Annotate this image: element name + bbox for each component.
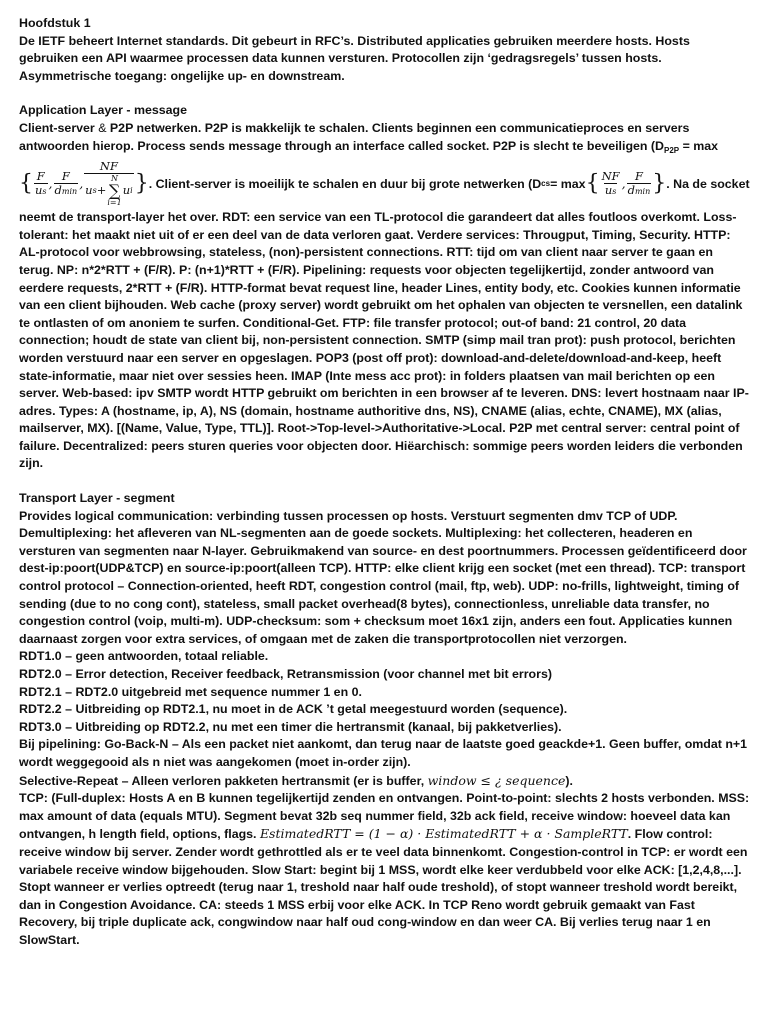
comma: , (621, 175, 626, 191)
go-back-n-line: Bij pipelining: Go-Back-N – Als een packet niet aankomt, dan terug naar de laatste goed geackde+1. Geen buffer, omdat n+1 wordt weggegooid als n niet was aangekomen (moet in-order zijn). (19, 737, 748, 769)
frac-num: F (61, 168, 70, 183)
comma: , (48, 175, 53, 191)
comma: , (79, 175, 84, 191)
chapter-title: Hoofdstuk 1 (19, 16, 91, 30)
open-brace-2: { (585, 170, 600, 196)
frac-num: NF (99, 159, 118, 174)
rdt22-line: RDT2.2 – Uitbreiding op RDT2.1, nu moet in de ACK ’t getal meegestuurd worden (sequence). (19, 702, 568, 717)
cs-subscript: cs (541, 178, 551, 188)
den-sub: s (42, 186, 47, 196)
den-var: d (627, 182, 635, 197)
sum-term: u (122, 183, 131, 198)
den-var: u (85, 183, 93, 198)
close-brace: } (134, 170, 149, 196)
ampersand: & (94, 120, 110, 135)
application-layer-heading: Application Layer - message (19, 103, 188, 118)
sum-symbol (107, 174, 121, 207)
fraction-f-over-us (34, 170, 48, 198)
max-label: = max (679, 138, 719, 153)
client-server-text: . Client-server is moeilijk te schalen en duur bij grote netwerken (D (148, 176, 542, 191)
section-transport-layer (19, 490, 750, 949)
fraction-f-over-dmin-2 (627, 170, 652, 198)
frac-den (627, 183, 652, 198)
den-var: u (604, 182, 613, 197)
application-paragraph-2: neemt de transport-layer het over. RDT: een service van een TL-protocol die garandeert dat alles foutloos overkomt. Loss-tolerant: het maakt niet uit of er een deel van de data verloren gaat. Verdere services: Througput, Timing, Security. HTTP: AL-protocol voor webbrowsing, stateless, (non)-persistent connections. RTT: tijd om van client naar server te gaan en terug. NP: n*2*RTT + (F/R). P: (n+1)*RTT + (F/R). Pipelining: requests voor objecten tegelijkertijd, zonder antwoord van eerdere requests, 2*RTT + (F/R). HTTP-format bevat request line, header Lines, entity body, etc. Cookies kunnen informatie van een client bijhouden. Web cache (proxy server) wordt gebruikt om het ophalen van objecten te versnellen, een datalink te ontlasten of om anoniem te surfen. Conditional-Get. FTP: file transfer protocol; out-of band: 21 control, 20 data connection; houdt de state van client bij, non-persistent connection. SMTP (simp mail tran prot): push protocol, berichten worden verstuurd naar een server en opgeslagen. POP3 (post off prot): download-and-delete/download-and-keep, heeft state-informatie, maar niet over sessies heen. IMAP (Inte mess acc prot): in folders plaatsen van mail berichten op een server. Web-based: ipv SMTP wordt HTTP gebruikt om berichten in een browser af te leveren. DNS: levert hostnaam naar IP-adres. Types: A (hostname, ip, A), NS (domain, hostname authoritive dns, NS), CNAME (alias, echte, CNAME), MX (alias, mailserver, MX). [(Name, Value, Type, TTL)]. Root->Top-level->Authoritative->Local. P2P met central server: central point of failure. Decentralized: peers sturen queries voor objecten door. Hiëarchisch: sommige peers worden leiders die verbonden zijn. (19, 210, 749, 471)
den-sub: min (634, 186, 651, 196)
section-chapter-1 (19, 15, 750, 85)
frac-num: NF (601, 168, 620, 183)
den-sub: min (61, 186, 78, 196)
den-var: d (54, 182, 62, 197)
chapter-intro-paragraph: De IETF beheert Internet standards. Dit gebeurt in RFC’s. Distributed applicaties gebruiken meerdere hosts. Hosts gebruiken een API waarmee processen data kunnen versturen. Protocollen zijn ‘gedragsregels’ tussen hosts. Asymmetrische toegang: ongelijke up- en downstream. (19, 33, 690, 83)
transport-layer-heading: Transport Layer - segment (19, 491, 175, 506)
sum-bottom: i=1 (107, 198, 122, 208)
frac-den (34, 183, 48, 198)
section-application-layer (19, 102, 750, 473)
frac-den (84, 173, 134, 207)
plus: + (96, 183, 107, 198)
p2p-subscript: P2P (664, 145, 680, 155)
den-sub: s (612, 186, 617, 196)
rdt20-line: RDT2.0 – Error detection, Receiver feedback, Retransmission (voor channel met bit errors) (19, 667, 552, 681)
fraction-f-over-dmin (54, 170, 79, 198)
frac-num: F (634, 168, 643, 183)
distribution-time-equation (19, 160, 750, 207)
window-sequence-formula: window ≤ ¿ sequence (427, 772, 566, 788)
tcp-paragraph (19, 790, 750, 949)
sample-rtt-term: + α · SampleRTT (515, 826, 628, 842)
max-label-2: = max (550, 176, 586, 191)
estimated-rtt-formula: EstimatedRTT = (1 − α) · EstimatedRTT (259, 826, 516, 842)
close-brace-2: } (652, 170, 667, 196)
rdt10-line: RDT1.0 – geen antwoorden, totaal reliable. (19, 649, 269, 664)
tcp-text-2: . Flow control: receive window bij server. Zender wordt gethrottled als er te veel data binnenkomt. Congestion-control in TCP: er wordt een variabele receive window bijgehouden. Slow Start: begint bij 1 MSS, wordt elke keer verdubbeld voor elke ACK: [1,2,4,8,...]. Stopt wanneer er verlies optreedt (terug naar 1, treshold naar half oude treshold), of stopt wanneer treshold wordt bereikt, dan in Congestion Avoidance. CA: steeds 1 MSS erbij voor elke ACK. In TCP Reno wordt gebruik gemaakt van Fast Recovery, bij triple duplicate ack, congwindow naar half oud cong-window en dan weer CA. Bij verlies terug naar 1 en SlowStart. (19, 827, 748, 947)
fraction-nf-over-sum (84, 160, 134, 207)
fraction-nf-over-us (601, 170, 621, 198)
frac-den (604, 183, 618, 198)
sigma: ∑ (108, 181, 121, 201)
frac-num: F (36, 168, 45, 183)
sum-top: N (111, 174, 119, 184)
selective-repeat-end: ). (565, 773, 573, 788)
client-server-term: Client-server (19, 120, 95, 135)
selective-repeat-text: Selective-Repeat – Alleen verloren pakketen hertransmit (er is buffer, (19, 773, 428, 788)
frac-den (54, 183, 79, 198)
tcp-text-1: TCP: (Full-duplex: Hosts A en B kunnen tegelijkertijd zenden en ontvangen. Point-to-point: slechts 2 hosts verbonden. MSS: max amount of data (equals MTU). Segment bevat 32b seq nummer field, 32b ack field, receive window: hoeveel data kan ontvangen, h length field, options, flags. (19, 791, 750, 842)
den-sub: s (92, 186, 97, 196)
selective-repeat-line (19, 772, 750, 791)
transport-paragraph-1: Provides logical communication: verbinding tussen processen op hosts. Verstuurt segmenten dmv TCP of UDP. Demultiplexing: het afleveren van NL-segmenten aan de goede sockets. Multiplexing: het collecteren, headeren en versturen van segmenten naar N-layer. Gebruikmakend van source- en dest poortnummers. Processen geïdentificeerd door dest-ip:poort(UDP&TCP) en source-ip:poort(alleen TCP). HTTP: elke client krijg een socket (met een thread). TCP: transport control protocol – Connection-oriented, heeft RDT, congestion control (mail, ftp, web). UDP: no-frills, lightweight, timing of sending (due to no cong cont), stateless, small packet overhead(8 bytes), connectionless, unreliable data transfer, no congestion control (voip, multi-m). UDP-checksum: som + checksum moet 16x1 zijn, anders een fout. Applicaties kunnen daarnaast zorgen voor extra services, of omgaan met de zaken die transportprotocollen niet verzorgen. (19, 508, 747, 646)
application-paragraph-1 (19, 120, 750, 159)
open-brace: { (19, 170, 33, 196)
sum-term-sub: i (130, 186, 133, 196)
p2p-text: P2P netwerken. P2P is makkelijk te schalen. Clients beginnen een communicatieproces en servers antwoorden hierop. Process sends message through an interface called socket. P2P is slecht te beveiligen (D (19, 120, 690, 153)
rdt30-line: RDT3.0 – Uitbreiding op RDT2.2, nu met een timer die hertransmit (kanaal, bij pakketverlies). (19, 719, 562, 734)
after-equation-text: . Na de socket (666, 176, 750, 191)
rdt21-line: RDT2.1 – RDT2.0 uitgebreid met sequence nummer 1 en 0. (19, 684, 362, 699)
den-var: u (35, 182, 43, 197)
